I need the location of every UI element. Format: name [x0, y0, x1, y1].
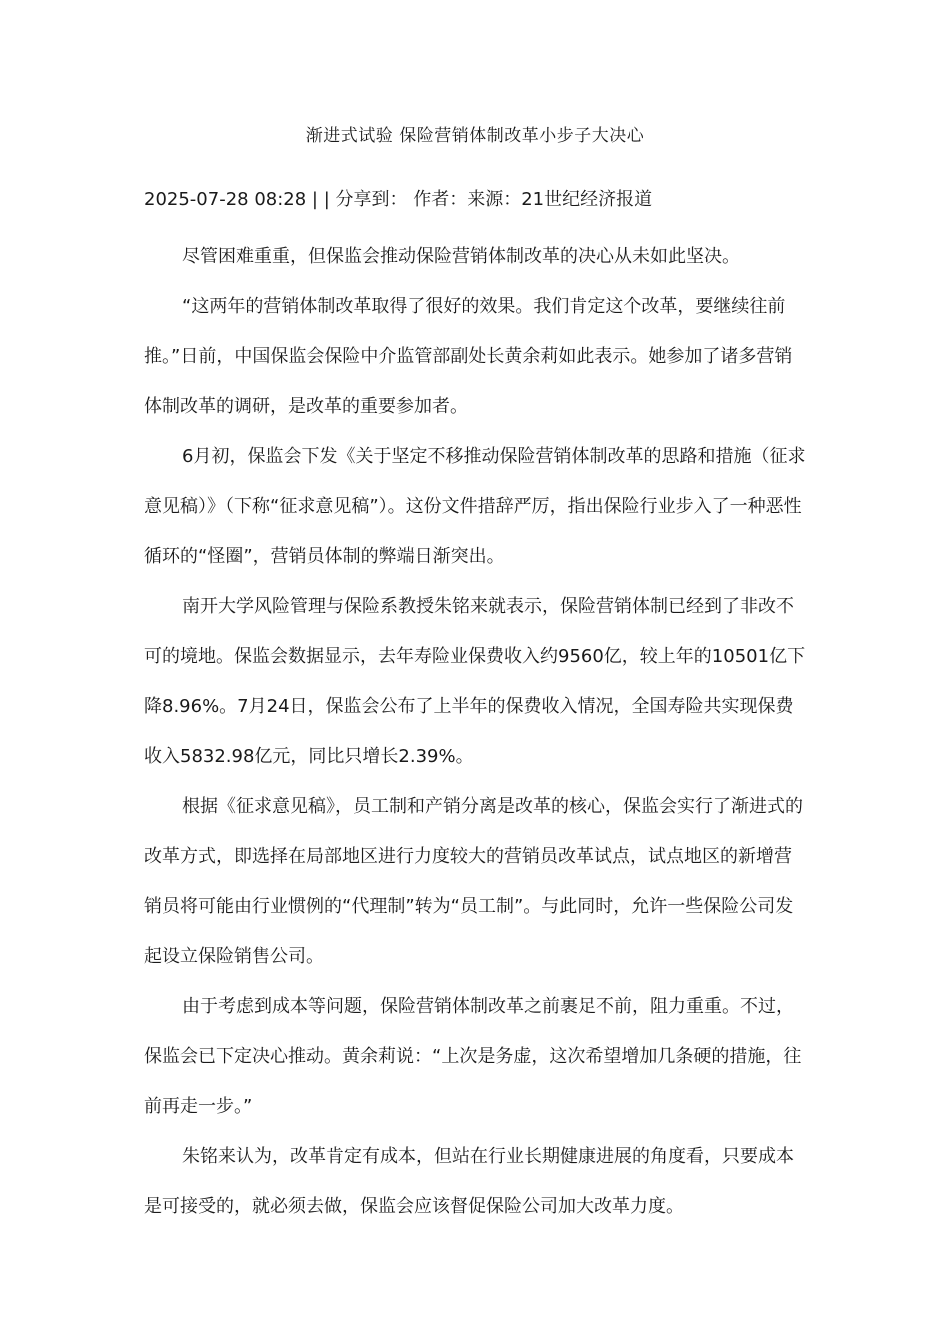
paragraph: 6月初，保监会下发《关于坚定不移推动保险营销体制改革的思路和措施（征求意见稿）》（下称“征求意见稿”）。这份文件措辞严厉，指出保险行业步入了一种恶性循环的“怪圈”，营销员体制的弊端日渐突出。: [144, 446, 806, 567]
paragraph: 尽管困难重重，但保监会推动保险营销体制改革的决心从未如此坚决。: [182, 246, 740, 267]
article-meta: 2025-07-28 08:28 | | 分享到： 作者：来源：21世纪经济报道: [144, 189, 653, 210]
article-body: [144, 232, 808, 1232]
paragraph: 根据《征求意见稿》，员工制和产销分离是改革的核心，保监会实行了渐进式的改革方式，即选择在局部地区进行力度较大的营销员改革试点，试点地区的新增营销员将可能由行业惯例的“代理制”转为“员工制”。与此同时，允许一些保险公司发起设立保险销售公司。: [144, 796, 803, 967]
article-title: 渐进式试验 保险营销体制改革小步子大决心: [305, 126, 645, 146]
paragraph: “这两年的营销体制改革取得了很好的效果。我们肯定这个改革，要继续往前推。”日前，中国保监会保险中介监管部副处长黄余莉如此表示。她参加了诸多营销体制改革的调研，是改革的重要参加者。: [144, 296, 793, 417]
paragraph: 南开大学风险管理与保险系教授朱铭来就表示，保险营销体制已经到了非改不可的境地。保监会数据显示，去年寿险业保费收入约9560亿，较上年的10501亿下降8.96%。7月24日，保监会公布了上半年的保费收入情况，全国寿险共实现保费收入5832.98亿元，同比只增长2.39%。: [144, 596, 806, 767]
paragraph: 由于考虑到成本等问题，保险营销体制改革之前裹足不前，阻力重重。不过，保监会已下定决心推动。黄余莉说：“上次是务虚，这次希望增加几条硬的措施，往前再走一步。”: [144, 996, 802, 1117]
paragraph: 朱铭来认为，改革肯定有成本，但站在行业长期健康进展的角度看，只要成本是可接受的，就必须去做，保监会应该督促保险公司加大改革力度。: [144, 1146, 794, 1217]
